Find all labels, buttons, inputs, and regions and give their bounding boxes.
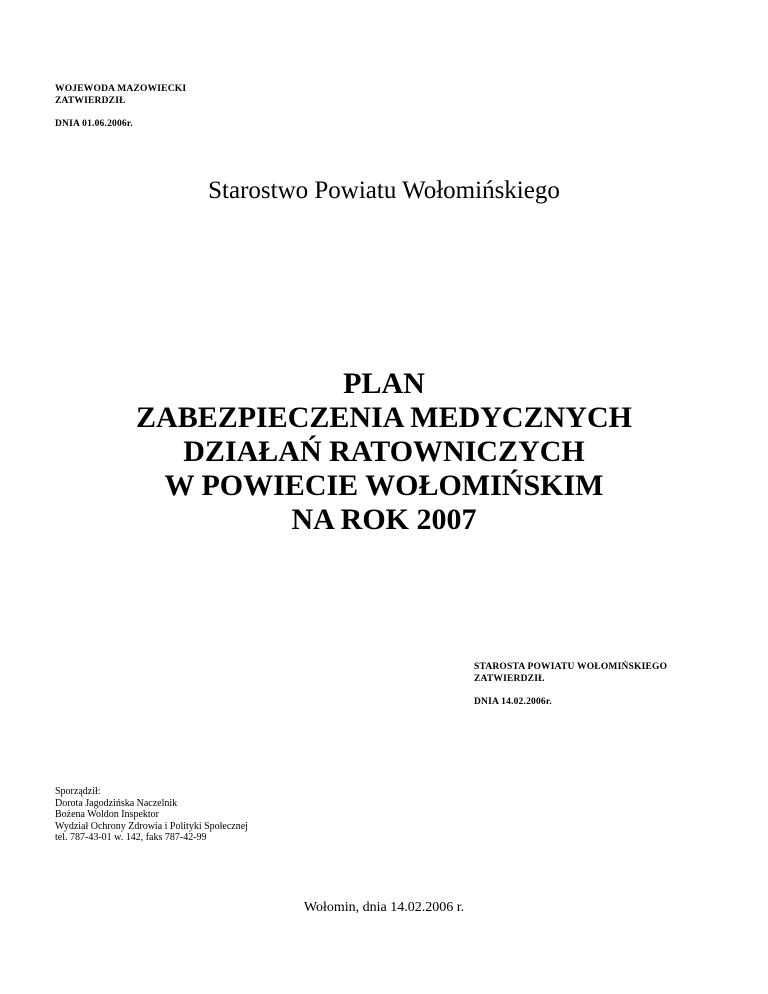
voivode-approval-block [55,83,186,130]
title-line-2: ZABEZPIECZENIA MEDYCZNYCH [136,401,632,434]
institution-name: Starostwo Powiatu Wołomińskiego [208,177,560,204]
voivode-approval-title: WOJEWODA MAZOWIECKI [55,84,187,94]
document-title [0,367,768,537]
prepared-by-contact: tel. 787-43-01 w. 142, faks 787-42-99 [55,832,207,843]
prepared-by-block [55,786,248,844]
voivode-approval-date: DNIA 01.06.2006r. [55,119,133,129]
voivode-approval-status: ZATWIERDZIŁ [55,96,126,106]
prepared-by-department: Wydział Ochrony Zdrowia i Polityki Społecznej [55,820,248,832]
title-line-3: DZIAŁAŃ RATOWNICZYCH [183,435,585,468]
prepared-by-label: Sporządził: [55,786,101,797]
starosta-approval-block [474,661,667,708]
title-line-4: W POWIECIE WOŁOMIŃSKIM [164,469,604,502]
title-line-1: PLAN [343,367,425,400]
starosta-approval-date: DNIA 14.02.2006r. [474,697,552,707]
prepared-by-person-2: Bożena Woldon Inspektor [55,809,159,820]
starosta-approval-status: ZATWIERDZIŁ [474,674,545,684]
title-line-5: NA ROK 2007 [291,503,477,536]
starosta-approval-title: STAROSTA POWIATU WOŁOMIŃSKIEGO [474,662,668,672]
footer-place-date: Wołomin, dnia 14.02.2006 r. [303,900,465,915]
prepared-by-person-1: Dorota Jagodzińska Naczelnik [55,797,178,809]
